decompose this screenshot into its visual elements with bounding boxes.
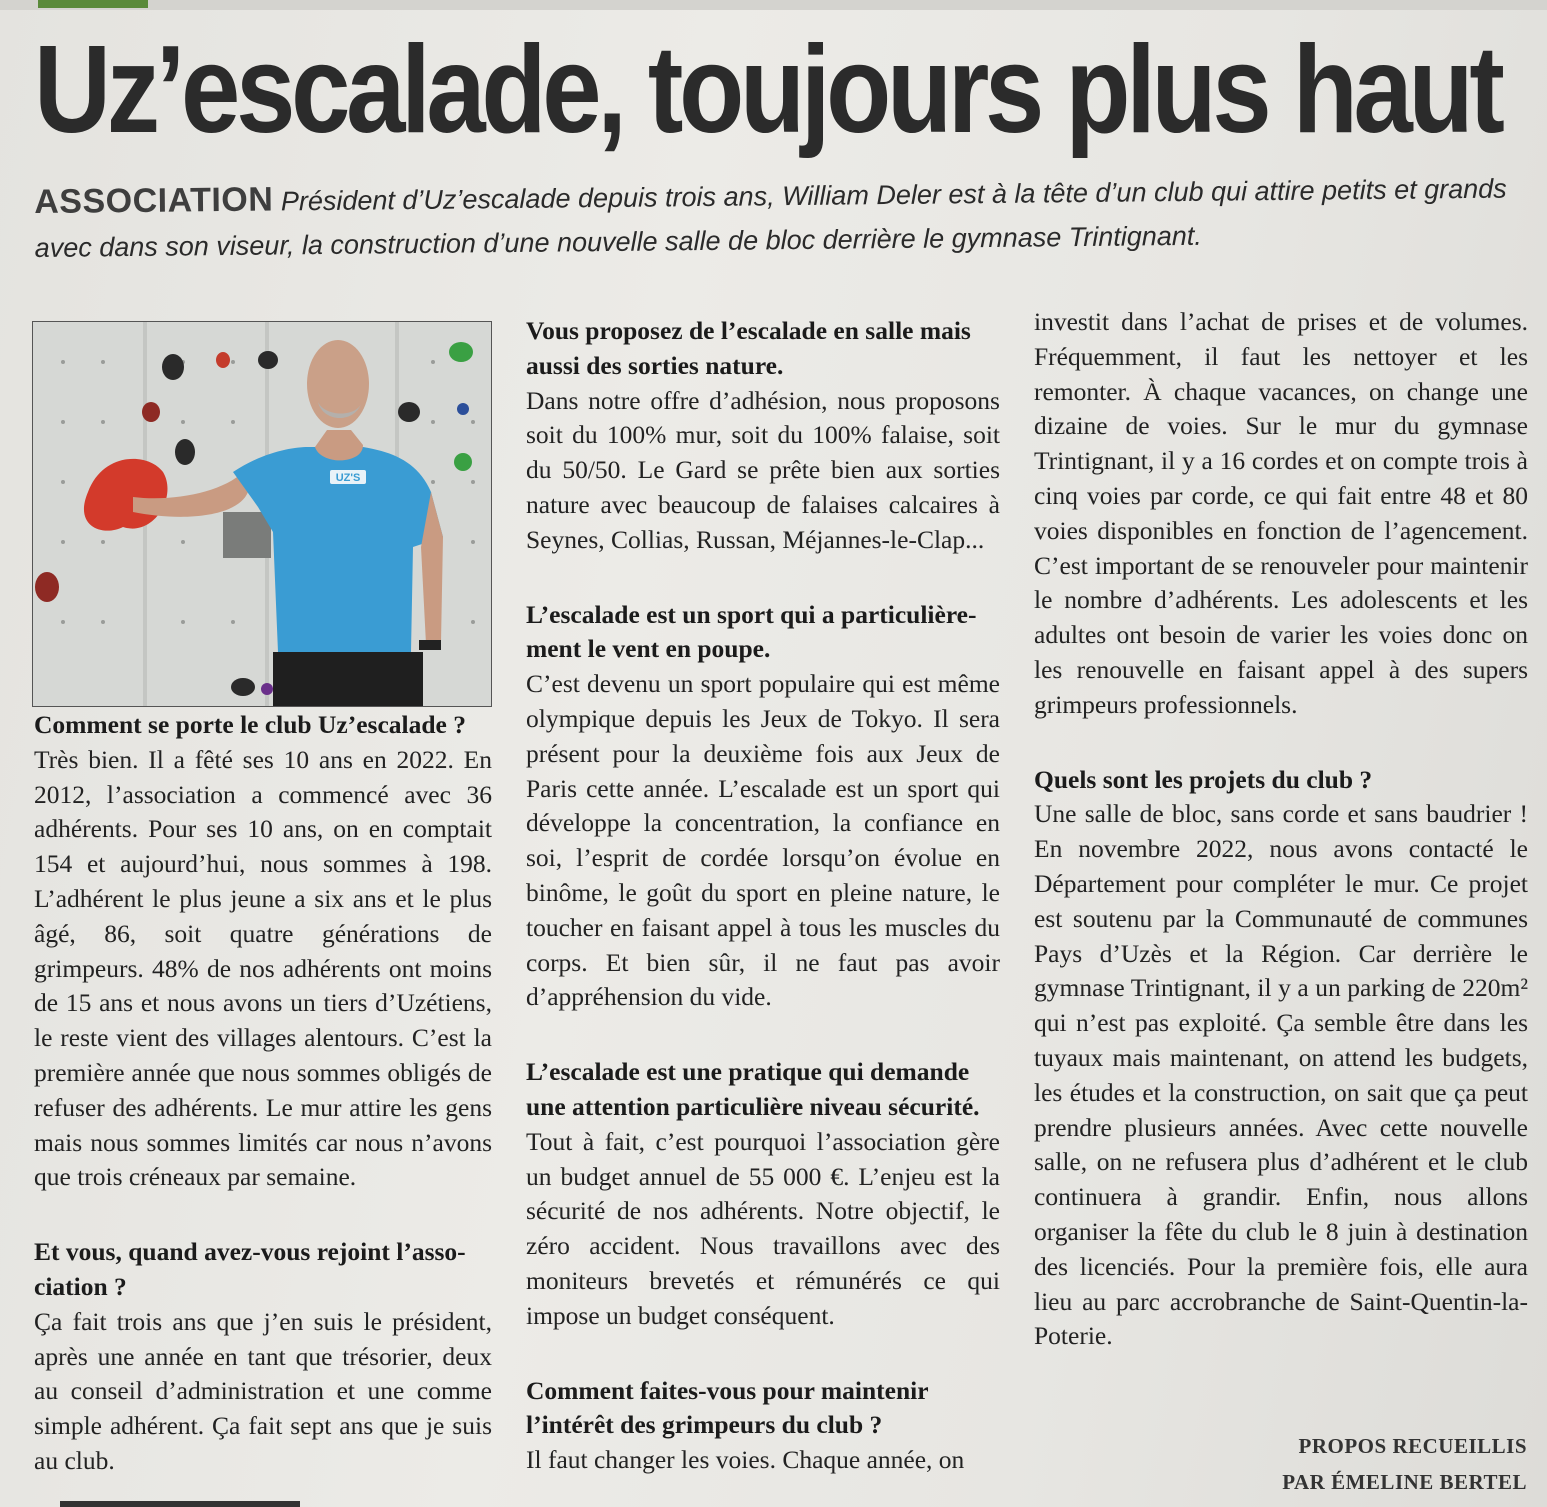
article-photo-climber	[32, 321, 492, 707]
article-column-3	[1034, 305, 1528, 1354]
chapeau-text: Président d’Uz’escalade depuis trois ans, William Deler est à la tête d’un club qui attire petits et grands avec dans son viseur, la construction d’une nouvelle salle de bloc derrière le gymnase Trintignant.	[34, 173, 1507, 263]
question-heading: Comment se porte le club Uz’escalade ?	[34, 710, 466, 739]
question-heading: L’escalade est une pratique qui demande une attention particulière niveau sécurité.	[526, 1057, 980, 1121]
question-heading: Et vous, quand avez-vous rejoint l’association ?	[34, 1237, 466, 1301]
question-heading: Comment faites-vous pour maintenir l’intérêt des grimpeurs du club ?	[526, 1375, 929, 1440]
answer-paragraph: Ça fait trois ans que j’en suis le président, après une année en tant que trésorier, deux au conseil d’administration et une comme simple adhérent. Ça fait sept ans que je suis au club.	[34, 1306, 492, 1475]
answer-paragraph: Dans notre offre d’adhésion, nous proposons soit du 100% mur, soit du 100% falaise, soit du 50/50. Le Gard se prête bien aux sorties nature avec beaucoup de falaises calcaires à Seynes, Collias, Russan, Méjannes-le-Clap...	[526, 385, 1000, 554]
answer-paragraph: Une salle de bloc, sans corde et sans baudrier ! En novembre 2022, nous avons contacté le Département pour compléter le mur. Ce projet est soutenu par la Communauté de communes Pays d’Uzès et la Région. Car derrière le gymnase Trintignant, il y a un parking de 220m² qui n’est pas exploité. Ça semble être dans les tuyaux mais maintenant, on attend les budgets, les études et la construction, on sait que ça peut prendre plusieurs années. Avec cette nouvelle salle, on ne refusera plus d’adhérent et le club continuera à grandir. Enfin, nous allons organiser la fête du club le 8 juin à destination des licenciés. Pour la première fois, elle aura lieu au parc accrobranche de Saint-Quentin-la-Poterie.	[1034, 799, 1528, 1351]
article-headline: Uz’escalade, toujours plus haut	[34, 21, 1501, 159]
question-heading: Vous proposez de l’escalade en salle mais aussi des sorties nature.	[526, 316, 971, 380]
article-chapeau	[34, 165, 1515, 270]
article-column-2	[526, 314, 1000, 1478]
credit-line: PAR ÉMELINE BERTEL	[1282, 1470, 1527, 1494]
question-heading: L’escalade est un sport qui a particulièrement le vent en poupe.	[526, 599, 977, 664]
credit-line: PROPOS RECUEILLIS	[1298, 1434, 1527, 1458]
answer-paragraph: Il faut changer les voies. Chaque année, on	[526, 1445, 965, 1475]
article-column-1	[34, 708, 492, 1479]
kicker-label: ASSOCIATION	[34, 180, 274, 221]
author-credit	[1282, 1428, 1527, 1500]
answer-paragraph-continued: investit dans l’achat de prises et de volumes. Fréquemment, il faut les nettoyer et les remonter. À chaque vacances, on change une dizaine de voies. Sur le mur du gymnase Trintignant, il y a 16 cordes et on compte trois à cinq voies par corde, ce qui fait entre 48 et 80 voies disponibles en fonction de l’agencement. C’est important de se renouveler pour maintenir le nombre d’adhérents. Les adolescents et les adultes ont besoin de varier les voies donc on les renouvelle en faisant appel à des supers grimpeurs professionnels.	[1034, 307, 1528, 719]
question-heading: Quels sont les projets du club ?	[1034, 764, 1373, 794]
answer-paragraph: Tout à fait, c’est pourquoi l’association gère un budget annuel de 55 000 €. L’enjeu est la sécurité de nos adhérents. Notre objectif, le zéro accident. Nous travaillons avec des moniteurs brevetés et rémunérés ce qui impose un budget conséquent.	[526, 1126, 1000, 1330]
photo-shirt-logo-text: UZ'S	[335, 472, 361, 484]
answer-paragraph: C’est devenu un sport populaire qui est même olympique depuis les Jeux de Tokyo. Il sera présent pour la deuxième fois aux Jeux de Paris cette année. L’escalade est un sport qui développe la concentration, la confiance en soi, l’esprit de cordée lorsqu’on évolue en binôme, le goût du sport en pleine nature, le toucher en faisant appel à tous les muscles du corps. Et bien sûr, il ne faut pas avoir d’appréhension du vide.	[526, 669, 1000, 1012]
answer-paragraph: Très bien. Il a fêté ses 10 ans en 2022. En 2012, l’association a commencé avec 36 adhérents. Pour ses 10 ans, on en comptait 154 et aujourd’hui, nous sommes à 198. L’adhérent le plus jeune a six ans et le plus âgé, 86, soit quatre générations de grimpeurs. 48% de nos adhérents ont moins de 15 ans et nous avons un tiers d’Uzétiens, le reste vient des villages alentours. C’est la première année que nous sommes obligés de refuser des adhérents. Le mur attire les gens mais nous sommes limités car nous n’avons que trois créneaux par semaine.	[34, 744, 492, 1192]
bottom-divider	[60, 1501, 300, 1507]
